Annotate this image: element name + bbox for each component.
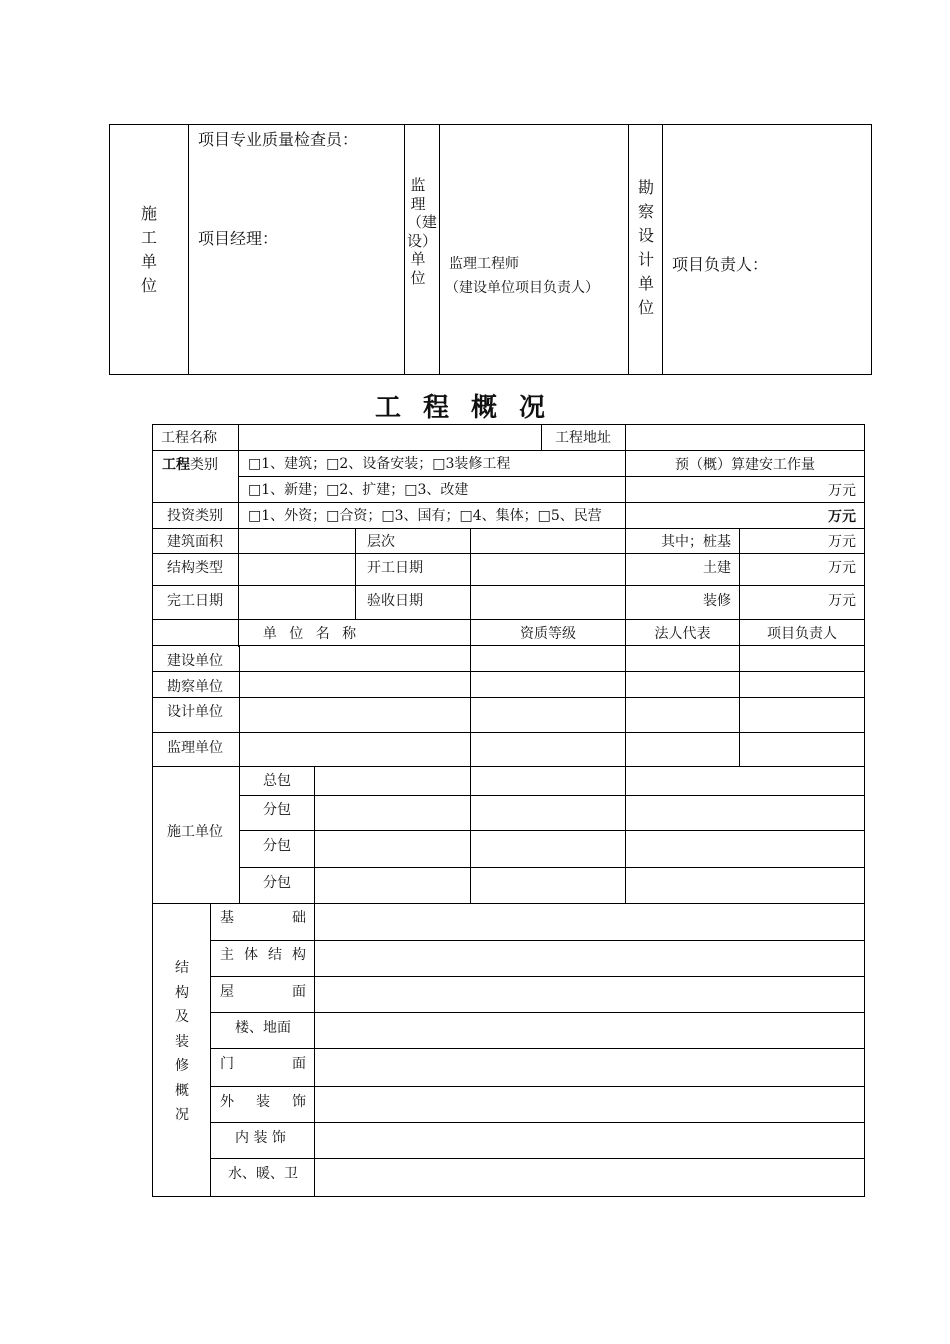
piles-unit: 万元	[828, 534, 856, 550]
project-manager-label: 项目经理：	[198, 229, 279, 248]
overview-title: 工程概况	[375, 393, 568, 423]
project-category-label-bold: 工程	[162, 457, 190, 473]
investment-unit: 万元	[828, 509, 856, 525]
civil-unit: 万元	[828, 560, 856, 576]
construction-unit-label: 施工单位	[140, 204, 157, 295]
doors-label: 门 面	[220, 1056, 306, 1072]
floors-label: 层次	[367, 534, 395, 550]
building-area-label: 建筑面积	[167, 534, 223, 550]
project-lead-signature-label: 项目负责人：	[672, 255, 769, 274]
investment-type-label: 投资类别	[167, 508, 223, 524]
structure-type-label: 结构类型	[167, 560, 223, 576]
general-contract-label: 总包	[263, 773, 291, 789]
roof-label: 屋 面	[220, 984, 306, 1000]
project-category-label-rest: 类别	[190, 457, 218, 473]
project-address-label: 工程地址	[555, 430, 611, 446]
legal-rep-header: 法人代表	[654, 626, 711, 642]
project-lead-header: 项目负责人	[767, 626, 837, 642]
project-name-label: 工程名称	[161, 430, 217, 446]
supervision-unit-row-label: 监理单位	[167, 740, 223, 756]
budget-label: 预（概）算建安工作量	[675, 457, 815, 473]
structure-decoration-label: 结构及装修概况	[175, 960, 189, 1123]
qualification-header: 资质等级	[520, 626, 576, 642]
category-options-1: □1、建筑；□2、设备安装；□3装修工程	[248, 456, 511, 472]
supervision-engineer-label: 监理工程师	[449, 256, 519, 272]
investment-options: □1、外资；□合资；□3、国有；□4、集体；□5、民营	[248, 508, 602, 524]
subcontract-label-2: 分包	[263, 838, 291, 854]
category-options-2: □1、新建；□2、扩建；□3、改建	[248, 482, 469, 498]
of-which-piles-label: 其中；桩基	[661, 534, 731, 550]
floor-ground-label: 楼、地面	[235, 1020, 291, 1036]
interior-label: 内 装 饰	[235, 1130, 286, 1146]
decoration-cost-label: 装修	[703, 593, 731, 609]
project-category-label	[162, 456, 218, 474]
quality-inspector-label: 项目专业质量检查员：	[198, 130, 359, 149]
main-structure-label: 主 体 结 构	[220, 947, 306, 963]
contractor-unit-label: 施工单位	[167, 824, 223, 840]
acceptance-date-label: 验收日期	[367, 593, 423, 609]
survey-design-unit-label: 勘察设计单位	[637, 178, 654, 317]
survey-unit-label: 勘察单位	[167, 679, 223, 695]
budget-unit: 万元	[828, 483, 856, 499]
water-heat-sanitary-label: 水、暖、卫	[228, 1166, 298, 1182]
owner-project-lead-label: （建设单位项目负责人）	[445, 280, 599, 296]
civil-label: 土建	[703, 560, 731, 576]
start-date-label: 开工日期	[367, 560, 423, 576]
completion-date-label: 完工日期	[167, 593, 223, 609]
subcontract-label-3: 分包	[263, 875, 291, 891]
subcontract-label-1: 分包	[263, 802, 291, 818]
unit-name-header: 单 位 名 称	[262, 626, 361, 642]
design-unit-label: 设计单位	[167, 704, 223, 720]
supervision-unit-label: 监理（建设）单位	[407, 176, 438, 287]
owner-unit-label: 建设单位	[167, 653, 223, 669]
decoration-unit: 万元	[828, 593, 856, 609]
exterior-label: 外 装 饰	[220, 1094, 306, 1110]
foundation-label: 基 础	[220, 910, 306, 926]
